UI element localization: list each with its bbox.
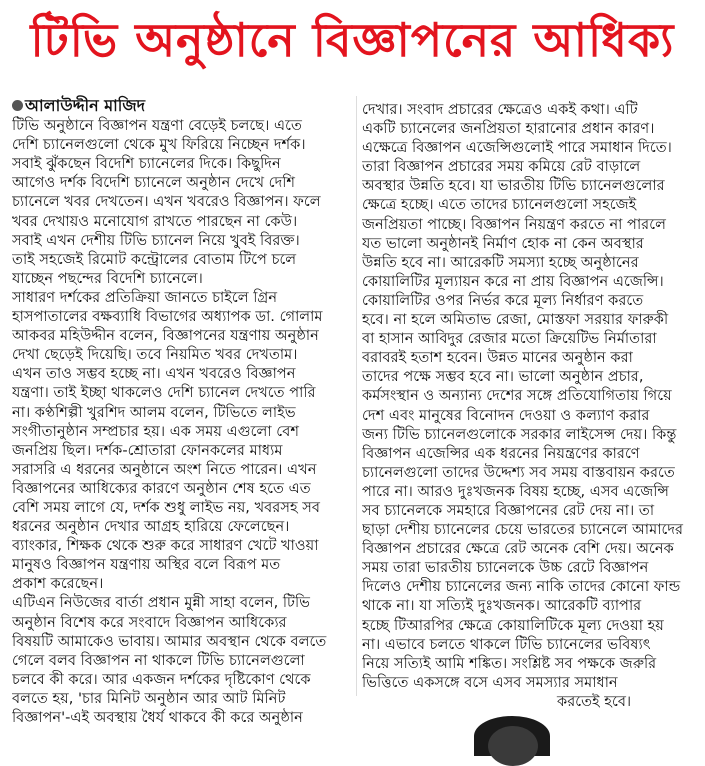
text-line: দেখার। সংবাদ প্রচারের ক্ষেত্রেও একই কথা। এটি — [362, 101, 638, 118]
text-line: চ্যানেলগুলো তাদের উদ্দেশ্য সব সময় বাস্তবায়ন করতে — [362, 463, 675, 481]
text-line: এক্ষেত্রে বিজ্ঞাপন এজেন্সিগুলোই পারে সমাধান দিতে। — [362, 139, 672, 157]
text-line: এটিএন নিউজের বার্তা প্রধান মুন্নী সাহা বলেন, টিভি — [12, 594, 311, 612]
byline-author: আলাউদ্দীন মাজিদ — [25, 96, 146, 115]
text-line: জনপ্রিয়তা পাচ্ছে। বিজ্ঞাপন নিয়ন্ত্রণ করতে না পারলে — [362, 215, 666, 233]
text-line: টিভি অনুষ্ঠানে বিজ্ঞাপন যন্ত্রণা বেড়েই চলছে। এতে — [12, 117, 302, 135]
text-line: কোয়ালিটির ওপর নির্ভর করে মূল্য নির্ধারণ করতে — [362, 291, 644, 309]
text-line: কোয়ালিটির মূল্যায়ন করে না প্রায় বিজ্ঞাপন এজেন্সি। — [362, 272, 664, 290]
text-line: প্রকাশ করেছেন। — [12, 575, 104, 593]
text-line: তাদের পক্ষে সম্ভব হবে না। ভালো অনুষ্ঠান প্রচার, — [362, 368, 644, 386]
text-line: বরাবরই হতাশ হবেন। উন্নত মানের অনুষ্ঠান করা — [362, 349, 633, 367]
right-column-body — [362, 100, 698, 711]
text-line: থাকে না। যা সত্যিই দুঃখজনক। আরেকটি ব্যাপার — [362, 597, 642, 615]
text-line: বিষয়টি আমাকেও ভাবায়। আমার অবস্থান থেকে বলতে — [12, 632, 327, 650]
left-column — [12, 96, 352, 727]
text-line: দেখা ছেড়েই দিয়েছি। তবে নিয়মিত খবর দেখতাম। — [12, 346, 298, 364]
author-photo-edge — [474, 716, 550, 756]
text-line: হাসপাতালের বক্ষব্যাধি বিভাগের অধ্যাপক ডা. গোলাম — [12, 308, 323, 326]
text-line: এখন তাও সম্ভব হচ্ছে না। এখন খবরেও বিজ্ঞাপন — [12, 365, 296, 383]
text-line: আকবর মহিউদ্দীন বলেন, বিজ্ঞাপনের যন্ত্রণায় অনুষ্ঠান — [12, 327, 319, 345]
text-line: সব চ্যানেলকে সমহারে বিজ্ঞাপনের রেট দেয় না। তা — [362, 501, 655, 519]
text-line: পারে না। আরও দুঃখজনক বিষয় হচ্ছে, এসব এজেন্সি — [362, 482, 669, 500]
column-divider — [356, 96, 357, 696]
left-column-body — [12, 116, 352, 727]
text-line: বিজ্ঞাপনের আধিক্যের কারণে অনুষ্ঠান শেষ হতে এত — [12, 479, 311, 497]
text-line: করতেই হবে। — [557, 692, 632, 710]
byline — [12, 96, 352, 115]
text-line: না। এভাবে চলতে থাকলে টিভি চ্যানেলের ভবিষ্যৎ — [362, 635, 651, 653]
headline: টিভি অনুষ্ঠানে বিজ্ঞাপনের আধিক্য — [30, 13, 675, 67]
text-line: কর্মসংস্থান ও অন্যান্য দেশের সঙ্গে প্রতিযোগিতায় গিয়ে — [362, 387, 672, 405]
text-line: তাই সহজেই রিমোট কন্ট্রোলের বোতাম টিপে চলে — [12, 250, 297, 268]
text-line: যত ভালো অনুষ্ঠানই নির্মাণ হোক না কেন অবস্থার — [362, 234, 644, 252]
text-line: একটি চ্যানেলের জনপ্রিয়তা হারানোর প্রধান কারণ। — [362, 120, 655, 138]
text-line: অবস্থার উন্নতি হবে। যা ভারতীয় টিভি চ্যানেলগুলোর — [362, 177, 665, 195]
text-line: ছাড়া দেশীয় চ্যানেলের চেয়ে ভারতের চ্যানেলে আমাদের — [362, 521, 684, 539]
bullet-icon — [12, 100, 23, 111]
text-line: হবে। না হলে অমিতাভ রেজা, মোস্তফা সরয়ার ফারুকী — [362, 311, 669, 329]
text-line: মানুষও বিজ্ঞাপন যন্ত্রণায় অস্থির বলে বিরূপ মত — [12, 556, 281, 574]
text-line: সংগীতানুষ্ঠান সম্প্রচার হয়। এক সময় এগুলো বেশ — [12, 422, 299, 440]
text-line: চলবে কী করে। আর একজন দর্শকের দৃষ্টিকোণ থেকে — [12, 670, 311, 688]
right-column — [362, 100, 698, 711]
text-line: ব্যাংকার, শিক্ষক থেকে শুরু করে সাধারণ খেটে খাওয়া — [12, 537, 319, 555]
text-line: হচ্ছে টিআরপির ক্ষেত্রে কোয়ালিটিকে মূল্য দেওয়া হয় — [362, 616, 664, 634]
text-line: গেলে বলব বিজ্ঞাপন না থাকলে টিভি চ্যানেলগুলো — [12, 651, 305, 669]
text-line: চ্যানেলে খবর দেখতেন। এখন খবরেও বিজ্ঞাপন। ফলে — [12, 193, 321, 211]
text-line: সাধারণ দর্শকের প্রতিক্রিয়া জানতে চাইলে গ্রিন — [12, 288, 278, 306]
text-line: খবর দেখায়ও মনোযোগ রাখতে পারছেন না কেউ। — [12, 212, 298, 230]
text-line: দিলেও দেশীয় চ্যানেলের জন্য নাকি তাদের কোনো ফান্ড — [362, 578, 681, 596]
text-line: ক্ষেত্রে হচ্ছে। এতে তাদের চ্যানেলগুলো সহজেই — [362, 196, 637, 214]
text-line: সময় তারা ভারতীয় চ্যানেলকে উচ্চ রেটে বিজ্ঞাপন — [362, 559, 649, 577]
text-line: আগেও দর্শক বিদেশি চ্যানেলে অনুষ্ঠান দেখে দেশি — [12, 174, 296, 192]
text-line: অনুষ্ঠান বিশেষ করে সংবাদে বিজ্ঞাপন আধিক্যের — [12, 613, 287, 631]
text-line: জন্য টিভি চ্যানেলগুলোকে সরকার লাইসেন্স দেয়। কিন্তু — [362, 425, 677, 443]
text-line: দেশি চ্যানেলগুলো থেকে মুখ ফিরিয়ে নিচ্ছেন দর্শক। — [12, 136, 306, 154]
text-line: বিজ্ঞাপন এজেন্সির এক ধরনের নিয়ন্ত্রণের কারণে — [362, 444, 640, 462]
text-line: যাচ্ছেন পছন্দের বিদেশি চ্যানেলে। — [12, 269, 203, 287]
text-line: দেশ এবং মানুষের বিনোদন দেওয়া ও কল্যাণ করার — [362, 406, 650, 424]
text-line: জনপ্রিয় ছিল। দর্শক-শ্রোতারা ফোনকলের মাধ্যম — [12, 441, 283, 459]
text-line: ভিত্তিতে একসঙ্গে বসে এসব সমস্যার সমাধান — [362, 673, 618, 691]
text-line: বিজ্ঞাপন'-এই অবস্থায় ধৈর্য থাকবে কী করে অনুষ্ঠান — [12, 709, 303, 726]
text-line: বা হাসান আবিদুর রেজার মতো ক্রিয়েটিভ নির্মাতারা — [362, 330, 657, 348]
text-line: সরাসরি এ ধরনের অনুষ্ঠানে অংশ নিতে পারেন। এখন — [12, 460, 317, 478]
text-line: তারা বিজ্ঞাপন প্রচারের সময় কমিয়ে রেট বাড়ালে — [362, 158, 641, 176]
text-line: সবাই এখন দেশীয় টিভি চ্যানেল নিয়ে খুবই বিরক্ত। — [12, 231, 300, 249]
text-line: ধরনের অনুষ্ঠান দেখার আগ্রহ হারিয়ে ফেলেছেন। — [12, 518, 290, 536]
text-line: যন্ত্রণা। তাই ইচ্ছা থাকলেও দেশি চ্যানেল দেখতে পারি — [12, 384, 316, 402]
text-line: নিয়ে সত্যিই আমি শঙ্কিত। সংশ্লিষ্ট সব পক্ষকে জরুরি — [362, 654, 657, 672]
text-line: সবাই ঝুঁকছেন বিদেশি চ্যানেলের দিকে। কিছুদিন — [12, 155, 281, 173]
text-line: বিজ্ঞাপন প্রচারের ক্ষেত্রে রেট অনেক বেশি দেয়। অনেক — [362, 540, 674, 558]
text-line: না। কণ্ঠশিল্পী খুরশিদ আলম বলেন, টিভিতে লাইভ — [12, 403, 296, 421]
text-line: বলতে হয়, 'চার মিনিট অনুষ্ঠান আর আট মিনিট — [12, 689, 286, 707]
text-line: বেশি সময় লাগে যে, দর্শক শুধু লাইভ নয়, খবরসহ সব — [12, 498, 321, 516]
text-line: উন্নতি হবে না। আরেকটি সমস্যা হচ্ছে অনুষ্ঠানের — [362, 253, 639, 271]
